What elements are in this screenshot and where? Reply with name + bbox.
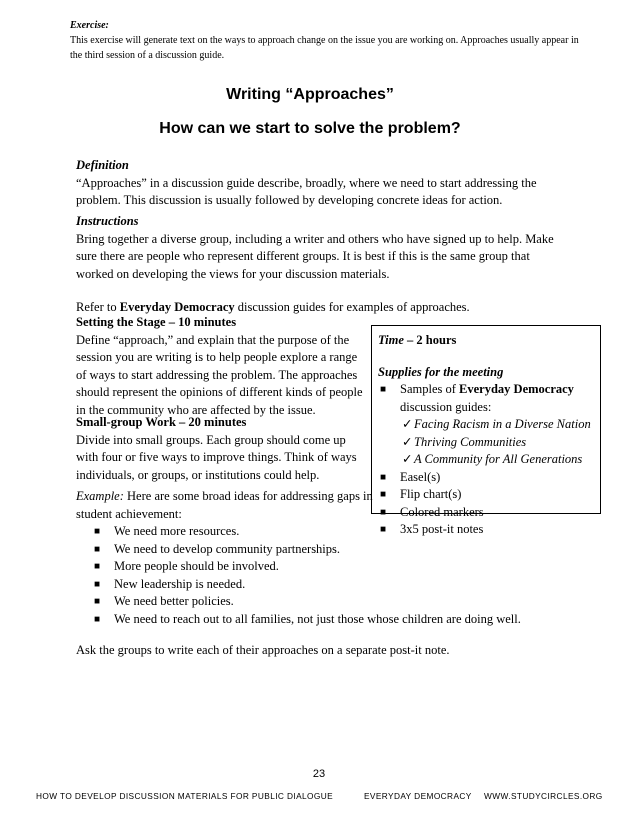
footer-right-text: WWW.STUDYCIRCLES.ORG xyxy=(484,791,603,801)
footer-left-text: HOW TO DEVELOP DISCUSSION MATERIALS FOR PUBLIC DIALOGUE xyxy=(36,791,334,801)
list-item: ■ We need to reach out to all families, not just those whose children are doing well. xyxy=(76,611,556,629)
list-item: ■ We need better policies. xyxy=(76,593,556,611)
setting-stage-section xyxy=(76,314,366,419)
list-item: ■ Samples of Everyday Democracy discussion guides: xyxy=(380,382,574,414)
supplies-heading: Supplies for the meeting xyxy=(378,364,504,379)
footer-middle-text: EVERYDAY DEMOCRACY xyxy=(364,791,472,801)
list-item: ■ More people should be involved. xyxy=(76,558,556,576)
list-item: ■ Flip chart(s) xyxy=(378,486,594,504)
instructions-text: Bring together a diverse group, including a writer and others who have signed up to help. Make sure there are people who represent different groups. It is best if this is the same group that worked on developing the views for your discussion materials. xyxy=(76,231,554,281)
refer-line: Refer to Everyday Democracy discussion guides for examples of approaches. xyxy=(76,300,470,314)
square-bullet-icon: ■ xyxy=(380,471,387,483)
list-item: ■ Colored markers xyxy=(378,504,594,522)
list-item: ✓ Thriving Communities xyxy=(378,434,594,452)
list-item: ✓ Facing Racism in a Diverse Nation xyxy=(378,416,594,434)
list-item: ■ We need to develop community partnerships. xyxy=(76,541,556,559)
supplies-list xyxy=(378,381,594,539)
page-subtitle: How can we start to solve the problem? xyxy=(159,120,461,137)
list-item: ✓ A Community for All Generations xyxy=(378,451,594,469)
example-list xyxy=(76,523,556,628)
time-supplies-box xyxy=(371,325,601,536)
page-number: 23 xyxy=(312,768,326,780)
example-label: Example: xyxy=(76,489,124,503)
small-group-heading: Small-group Work – 20 minutes xyxy=(76,415,247,429)
square-bullet-icon: ■ xyxy=(94,596,101,607)
instructions-heading: Instructions xyxy=(76,214,139,228)
square-bullet-icon: ■ xyxy=(380,524,387,535)
small-group-section xyxy=(76,414,366,484)
closing-text: Ask the groups to write each of their approaches on a separate post-it note. xyxy=(76,643,450,657)
exercise-note xyxy=(70,18,590,63)
time-value: – 2 hours xyxy=(403,333,457,347)
square-bullet-icon: ■ xyxy=(380,384,387,395)
checkmark-icon: ✓ xyxy=(402,417,413,431)
example-intro: Example: Here are some broad ideas for addressing gaps in student achievement: xyxy=(76,489,373,521)
time-label: Time xyxy=(378,333,404,347)
square-bullet-icon: ■ xyxy=(94,613,101,625)
square-bullet-icon: ■ xyxy=(380,506,387,518)
exercise-text: This exercise will generate text on the ways to approach change on the issue you are working on. Approaches usually appear in the third session of a discussion guide. xyxy=(70,35,579,61)
definition-heading: Definition xyxy=(76,158,129,172)
checkmark-icon: ✓ xyxy=(402,434,413,449)
definition-section xyxy=(76,157,556,210)
instructions-section xyxy=(76,213,556,317)
list-item: ■ We need more resources. xyxy=(76,523,556,541)
square-bullet-icon: ■ xyxy=(94,578,101,590)
exercise-label: Exercise: xyxy=(70,20,109,31)
square-bullet-icon: ■ xyxy=(94,543,101,555)
checkmark-icon: ✓ xyxy=(402,452,413,466)
time-line xyxy=(378,332,594,350)
list-item: ■ New leadership is needed. xyxy=(76,576,556,594)
setting-stage-heading: Setting the Stage – 10 minutes xyxy=(76,315,237,329)
page-title: Writing “Approaches” xyxy=(226,86,394,103)
square-bullet-icon: ■ xyxy=(94,526,101,537)
definition-text: “Approaches” in a discussion guide describe, broadly, where we need to start addressing the problem. This discussion is usually followed by developing concrete ideas for action. xyxy=(76,175,537,207)
list-item: ■ 3x5 post-it notes xyxy=(378,521,594,539)
setting-stage-text: Define “approach,” and explain that the purpose of the session you are writing is to help people explore a range of ways to start addressing the problem. The approaches should represent the opinions of different kinds of people in the community who are affected by the issue. xyxy=(76,332,363,417)
square-bullet-icon: ■ xyxy=(94,561,101,572)
list-item: ■ Easel(s) xyxy=(378,469,594,487)
square-bullet-icon: ■ xyxy=(380,489,387,500)
brand-name: Everyday Democracy xyxy=(119,300,235,314)
small-group-text: Divide into small groups. Each group should come up with four or five ways to improve things. Think of ways individuals, or groups, or institutions could help. xyxy=(76,432,357,482)
